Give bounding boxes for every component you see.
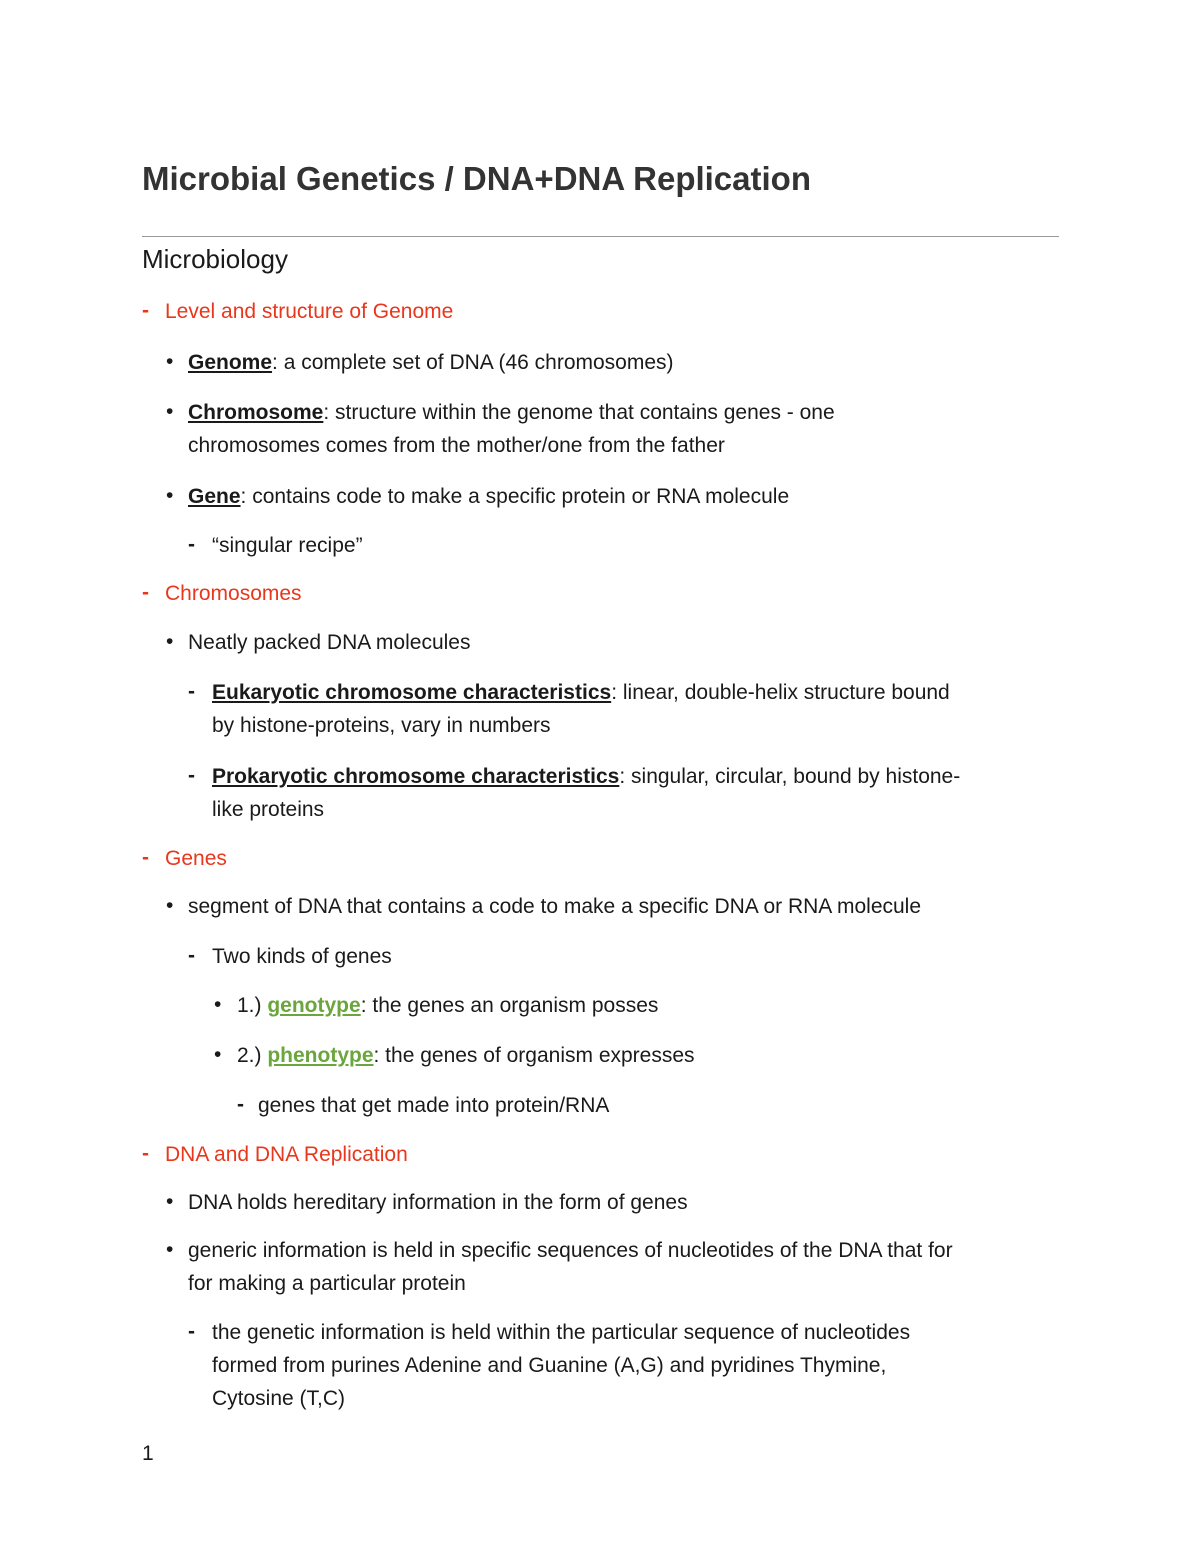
bullet-marker: • [214,1043,222,1066]
bullet-marker: • [166,894,174,917]
list-item-nucleotides-cont: formed from purines Adenine and Guanine (A,G) and pyridines Thymine, [212,1354,887,1377]
list-item-prokaryotic [212,760,960,793]
list-item-nucleotides-cont-2: Cytosine (T,C) [212,1387,346,1410]
definition-genome: : a complete set of DNA (46 chromosomes) [272,351,674,374]
bullet-marker: • [166,350,174,373]
bullet-marker: • [166,630,174,653]
sub-dash-marker: - [188,680,195,703]
list-item-phenotype-sub: genes that get made into protein/RNA [258,1094,610,1117]
definition-chromosome: : structure within the genome that contains genes - one [323,401,835,424]
bullet-marker: • [166,1190,174,1213]
section-dash-marker: - [142,1142,149,1165]
definition-eukaryotic-cont: by histone-proteins, vary in numbers [212,714,551,737]
document-subtitle: Microbiology [142,244,288,274]
bullet-marker: • [214,993,222,1016]
bullet-marker: • [166,1238,174,1261]
term-eukaryotic: Eukaryotic chromosome characteristics [212,681,612,704]
definition-genotype: : the genes an organism posses [360,994,659,1017]
term-genotype: genotype [267,994,361,1017]
sub-dash-marker: - [188,533,195,556]
section-dash-marker: - [142,581,149,604]
list-item-gene-sub: “singular recipe” [212,534,363,557]
list-item-gene [188,480,789,513]
section-dash-marker: - [142,846,149,869]
sub-dash-marker: - [237,1093,244,1116]
definition-phenotype: : the genes of organism expresses [373,1044,695,1067]
definition-prokaryotic-cont: like proteins [212,798,325,821]
section-dash-marker: - [142,299,149,322]
list-item-two-kinds: Two kinds of genes [212,945,392,968]
term-chromosome: Chromosome [188,401,324,424]
list-item-generic-info-cont: for making a particular protein [188,1272,466,1295]
section-heading-genes: Genes [165,847,227,870]
section-heading-genome: Level and structure of Genome [165,300,454,323]
list-item-nucleotides: the genetic information is held within the particular sequence of nucleotides [212,1321,911,1344]
phenotype-number: 2.) [237,1044,268,1067]
term-genome: Genome [188,351,273,374]
definition-chromosome-cont: chromosomes comes from the mother/one from the father [188,434,725,457]
document-title: Microbial Genetics / DNA+DNA Replication [142,160,811,197]
definition-gene: : contains code to make a specific protein or RNA molecule [240,485,790,508]
sub-dash-marker: - [188,1320,195,1343]
term-gene: Gene [188,485,241,508]
list-item-phenotype [237,1039,695,1072]
list-item-eukaryotic [212,676,950,709]
definition-eukaryotic: : linear, double-helix structure bound [611,681,950,704]
sub-dash-marker: - [188,764,195,787]
bullet-marker: • [166,484,174,507]
genotype-number: 1.) [237,994,268,1017]
definition-prokaryotic: : singular, circular, bound by histone- [619,765,961,788]
list-item-chromosome [188,396,835,429]
section-heading-dna: DNA and DNA Replication [165,1143,408,1166]
title-divider [142,236,1059,237]
list-item-genome [188,346,674,379]
term-phenotype: phenotype [267,1044,374,1067]
list-item-gene-segment: segment of DNA that contains a code to make a specific DNA or RNA molecule [188,895,922,918]
list-item-genotype [237,989,658,1022]
bullet-marker: • [166,400,174,423]
list-item-generic-info: generic information is held in specific sequences of nucleotides of the DNA that for [188,1239,953,1262]
page-number: 1 [142,1442,154,1465]
sub-dash-marker: - [188,944,195,967]
list-item-hereditary: DNA holds hereditary information in the form of genes [188,1191,688,1214]
term-prokaryotic: Prokaryotic chromosome characteristics [212,765,620,788]
list-item-packed-dna: Neatly packed DNA molecules [188,631,471,654]
section-heading-chromosomes: Chromosomes [165,582,302,605]
